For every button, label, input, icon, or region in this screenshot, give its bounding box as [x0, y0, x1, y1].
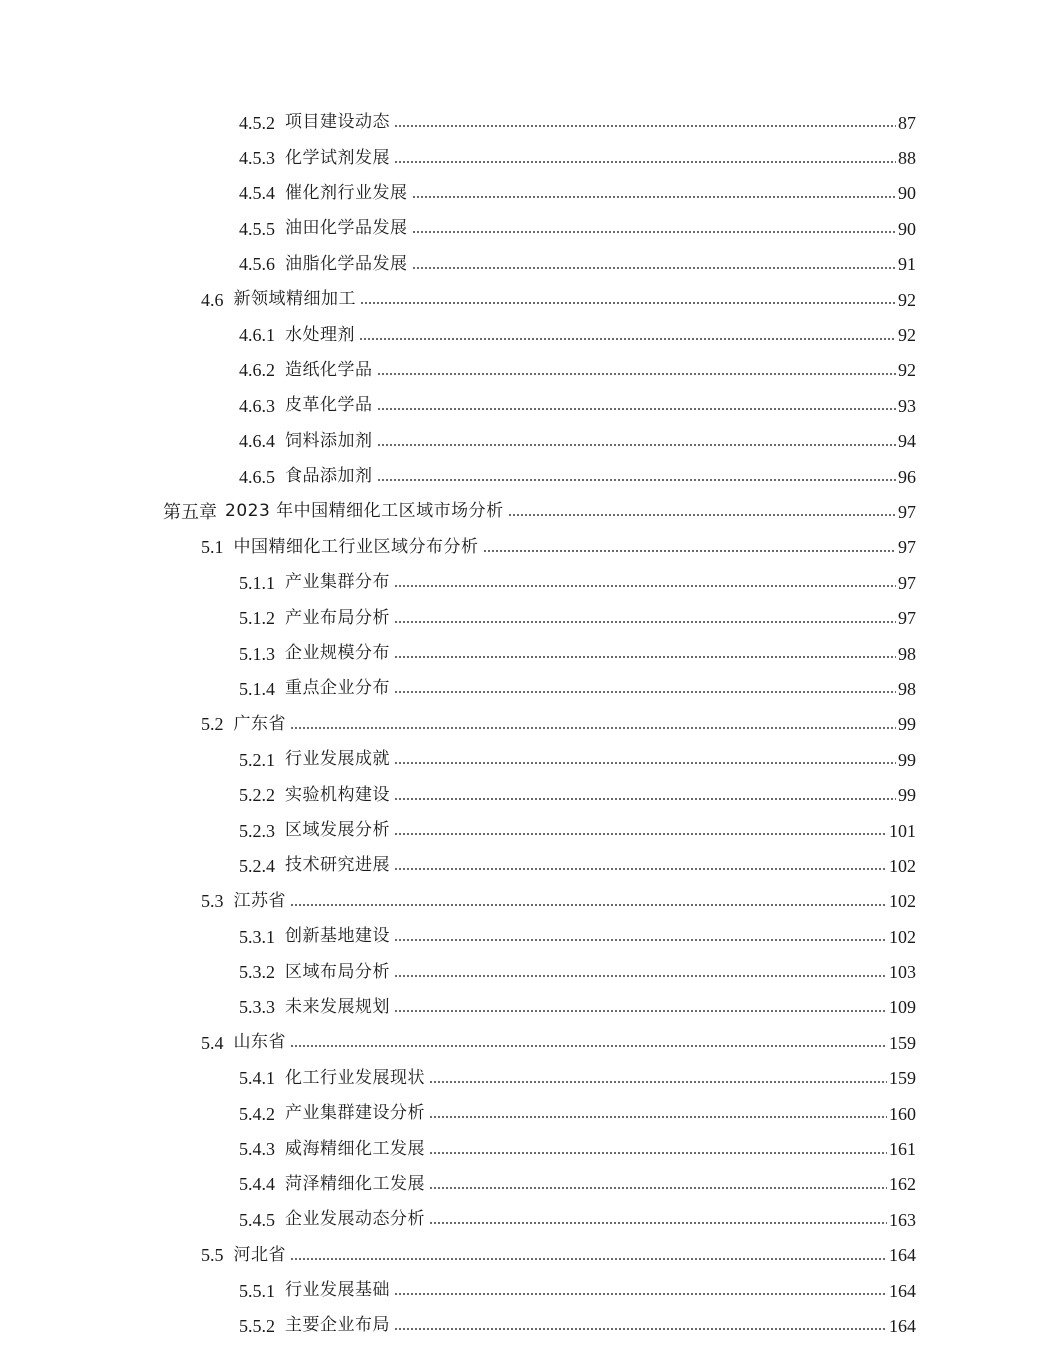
toc-entry-title: 产业布局分析: [285, 607, 390, 628]
toc-entry[interactable]: [0, 459, 1058, 494]
dot-leader: [394, 161, 896, 163]
toc-entry-title: 河北省: [233, 1244, 286, 1265]
toc-entry-number: 5.4.5: [239, 1209, 275, 1230]
toc-entry[interactable]: [0, 1202, 1058, 1237]
toc-entry-number: 5.3.3: [239, 997, 275, 1018]
dot-leader: [429, 1187, 887, 1189]
toc-entry-number: 4.6.3: [239, 395, 275, 416]
toc-entry-page-number: 94: [898, 431, 916, 452]
toc-entry[interactable]: [0, 1096, 1058, 1131]
dot-leader: [290, 1258, 887, 1260]
dot-leader: [429, 1116, 887, 1118]
dot-leader: [394, 691, 896, 693]
toc-entry-number: 5.2.2: [239, 785, 275, 806]
toc-entry-number: 5.2.4: [239, 855, 275, 876]
toc-entry-page-number: 90: [898, 183, 916, 204]
toc-entry-page-number: 99: [898, 785, 916, 806]
toc-entry[interactable]: [0, 813, 1058, 848]
toc-entry-title: 区域布局分析: [285, 961, 390, 982]
toc-entry-title: 产业集群建设分析: [285, 1103, 425, 1124]
toc-entry-title: 江苏省: [233, 890, 286, 911]
toc-entry-page-number: 159: [889, 1068, 916, 1089]
toc-entry-page-number: 102: [889, 891, 916, 912]
toc-entry-title: 重点企业分布: [285, 678, 390, 699]
toc-entry-number: 4.6: [201, 289, 224, 310]
toc-entry-number: 5.4.3: [239, 1139, 275, 1160]
toc-entry-number: 4.5.4: [239, 183, 275, 204]
toc-entry-page-number: 99: [898, 714, 916, 735]
toc-entry-page-number: 92: [898, 289, 916, 310]
toc-entry-number: 5.5.1: [239, 1280, 275, 1301]
toc-entry-number: 4.5.5: [239, 218, 275, 239]
dot-leader: [360, 302, 896, 304]
dot-leader: [394, 125, 896, 127]
dot-leader: [394, 868, 887, 870]
dot-leader: [394, 585, 896, 587]
toc-entry-number: 5.3.1: [239, 926, 275, 947]
toc-entry-number: 第五章: [163, 501, 217, 522]
toc-entry[interactable]: [0, 848, 1058, 883]
dot-leader: [394, 939, 887, 941]
toc-entry[interactable]: [0, 211, 1058, 246]
toc-entry-title: 创新基地建设: [285, 926, 390, 947]
toc-entry[interactable]: [0, 671, 1058, 706]
toc-entry[interactable]: [0, 530, 1058, 565]
toc-entry[interactable]: [0, 707, 1058, 742]
toc-entry[interactable]: [0, 1131, 1058, 1166]
toc-entry-page-number: 91: [898, 254, 916, 275]
toc-entry-page-number: 161: [889, 1139, 916, 1160]
toc-entry-title: 化学试剂发展: [285, 147, 390, 168]
toc-entry[interactable]: [0, 1167, 1058, 1202]
toc-entry-number: 5.4.2: [239, 1103, 275, 1124]
toc-entry-title: 广东省: [233, 713, 286, 734]
toc-entry-title: 化工行业发展现状: [285, 1067, 425, 1088]
dot-leader: [394, 1293, 887, 1295]
dot-leader: [394, 621, 896, 623]
toc-entry-page-number: 92: [898, 325, 916, 346]
dot-leader: [394, 798, 896, 800]
dot-leader: [377, 444, 897, 446]
toc-entry-number: 5.1.4: [239, 678, 275, 699]
toc-entry-title: 行业发展基础: [285, 1280, 390, 1301]
toc-entry-title: 企业规模分布: [285, 643, 390, 664]
toc-entry[interactable]: [0, 176, 1058, 211]
toc-entry-title: 企业发展动态分析: [285, 1209, 425, 1230]
dot-leader: [290, 727, 896, 729]
toc-entry-title: 区域发展分析: [285, 820, 390, 840]
toc-entry-number: 4.6.1: [239, 325, 275, 346]
dot-leader: [394, 656, 896, 658]
toc-entry-title: 水处理剂: [285, 324, 355, 345]
toc-entry-number: 5.4: [201, 1032, 224, 1053]
toc-entry[interactable]: [0, 424, 1058, 459]
toc-entry-title: 食品添加剂: [285, 466, 373, 487]
dot-leader: [377, 408, 897, 410]
toc-entry-number: 4.6.5: [239, 466, 275, 487]
toc-entry[interactable]: [0, 919, 1058, 954]
toc-entry-number: 5.1.1: [239, 572, 275, 593]
toc-entry[interactable]: [0, 1273, 1058, 1308]
toc-entry[interactable]: [0, 317, 1058, 352]
toc-entry-number: 5.2: [201, 714, 224, 735]
toc-entry-number: 5.5: [201, 1245, 224, 1266]
toc-entry-number: 5.1: [201, 537, 224, 558]
toc-entry[interactable]: [0, 282, 1058, 317]
toc-entry[interactable]: [0, 990, 1058, 1025]
toc-entry-title: 2023 年中国精细化工区域市场分析: [225, 501, 504, 522]
toc-entry[interactable]: [0, 105, 1058, 140]
toc-entry-page-number: 164: [889, 1245, 916, 1266]
toc-entry-title: 催化剂行业发展: [285, 182, 408, 203]
toc-entry[interactable]: [0, 247, 1058, 282]
dot-leader: [377, 373, 897, 375]
toc-entry[interactable]: [0, 388, 1058, 423]
toc-entry-page-number: 99: [898, 749, 916, 770]
dot-leader: [412, 196, 897, 198]
dot-leader: [429, 1152, 887, 1154]
toc-entry-title: 中国精细化工行业区域分布分析: [233, 536, 479, 557]
toc-entry-title: 菏泽精细化工发展: [285, 1173, 425, 1194]
dot-leader: [429, 1222, 887, 1224]
toc-entry-number: 4.6.4: [239, 431, 275, 452]
dot-leader: [508, 514, 896, 516]
dot-leader: [359, 338, 896, 340]
toc-entry-title: 皮革化学品: [285, 395, 373, 416]
toc-entry[interactable]: [0, 884, 1058, 919]
toc-entry-page-number: 97: [898, 608, 916, 629]
toc-entry-page-number: 87: [898, 112, 916, 133]
toc-entry-page-number: 96: [898, 466, 916, 487]
dot-leader: [394, 1328, 887, 1330]
toc-entry[interactable]: [0, 742, 1058, 777]
dot-leader: [394, 1010, 887, 1012]
toc-entry-page-number: 163: [889, 1209, 916, 1230]
toc-entry-title: 油田化学品发展: [285, 218, 408, 239]
toc-entry-title: 技术研究进展: [285, 855, 390, 876]
toc-entry-page-number: 103: [889, 962, 916, 983]
toc-entry-number: 4.6.2: [239, 360, 275, 381]
toc-entry-page-number: 160: [889, 1103, 916, 1124]
toc-entry-number: 4.5.3: [239, 148, 275, 169]
dot-leader: [429, 1081, 887, 1083]
toc-entry-page-number: 159: [889, 1032, 916, 1053]
toc-entry-number: 5.5.2: [239, 1315, 275, 1336]
toc-entry-page-number: 109: [889, 997, 916, 1018]
toc-entry[interactable]: [0, 636, 1058, 671]
toc-entry-number: 5.4.4: [239, 1174, 275, 1195]
toc-entry[interactable]: [0, 140, 1058, 175]
toc-entry-title: 饲料添加剂: [285, 430, 373, 451]
toc-entry[interactable]: [0, 353, 1058, 388]
toc-entry-page-number: 102: [889, 855, 916, 876]
toc-entry-page-number: 90: [898, 218, 916, 239]
toc-entry-number: 5.2.1: [239, 749, 275, 770]
dot-leader: [394, 975, 887, 977]
toc-entry[interactable]: [0, 494, 1058, 529]
toc-entry-page-number: 88: [898, 148, 916, 169]
dot-leader: [290, 1045, 887, 1047]
toc-entry-title: 新领域精细加工: [233, 289, 356, 310]
toc-entry-page-number: 97: [898, 501, 916, 522]
toc-entry-number: 5.3.2: [239, 962, 275, 983]
toc-entry-page-number: 162: [889, 1174, 916, 1195]
toc-entry[interactable]: [0, 600, 1058, 635]
dot-leader: [394, 762, 896, 764]
toc-entry[interactable]: [0, 954, 1058, 989]
toc-entry-page-number: 98: [898, 678, 916, 699]
dot-leader: [483, 550, 897, 552]
toc-entry[interactable]: [0, 1025, 1058, 1060]
toc-entry-number: 4.5.6: [239, 254, 275, 275]
dot-leader: [412, 267, 897, 269]
toc-entry-title: 产业集群分布: [285, 572, 390, 593]
toc-entry-title: 项目建设动态: [285, 112, 390, 133]
toc-entry-page-number: 93: [898, 395, 916, 416]
toc-entry[interactable]: [0, 777, 1058, 812]
toc-entry-page-number: 164: [889, 1315, 916, 1336]
table-of-contents: [0, 105, 1058, 1344]
toc-entry-number: 5.2.3: [239, 820, 275, 841]
toc-entry-number: 5.4.1: [239, 1068, 275, 1089]
toc-entry-page-number: 98: [898, 643, 916, 664]
toc-entry-title: 行业发展成就: [285, 749, 390, 770]
toc-entry-page-number: 102: [889, 926, 916, 947]
toc-entry-title: 主要企业布局: [285, 1315, 390, 1336]
toc-entry-title: 山东省: [233, 1032, 286, 1053]
toc-entry-title: 实验机构建设: [285, 784, 390, 805]
toc-entry-number: 5.1.2: [239, 608, 275, 629]
toc-entry[interactable]: [0, 1061, 1058, 1096]
dot-leader: [394, 833, 887, 835]
toc-entry-title: 油脂化学品发展: [285, 253, 408, 274]
toc-entry-number: 5.1.3: [239, 643, 275, 664]
toc-entry[interactable]: [0, 1238, 1058, 1273]
dot-leader: [412, 231, 897, 233]
toc-entry-title: 未来发展规划: [285, 996, 390, 1017]
dot-leader: [290, 904, 887, 906]
dot-leader: [377, 479, 897, 481]
toc-entry-title: 造纸化学品: [285, 359, 373, 380]
toc-entry-page-number: 97: [898, 537, 916, 558]
toc-entry[interactable]: [0, 1308, 1058, 1343]
toc-entry-number: 5.3: [201, 891, 224, 912]
toc-entry-page-number: 164: [889, 1280, 916, 1301]
toc-entry-number: 4.5.2: [239, 112, 275, 133]
toc-entry[interactable]: [0, 565, 1058, 600]
toc-entry-title: 威海精细化工发展: [285, 1138, 425, 1159]
toc-entry-page-number: 101: [889, 820, 916, 841]
toc-entry-page-number: 97: [898, 572, 916, 593]
toc-entry-page-number: 92: [898, 360, 916, 381]
